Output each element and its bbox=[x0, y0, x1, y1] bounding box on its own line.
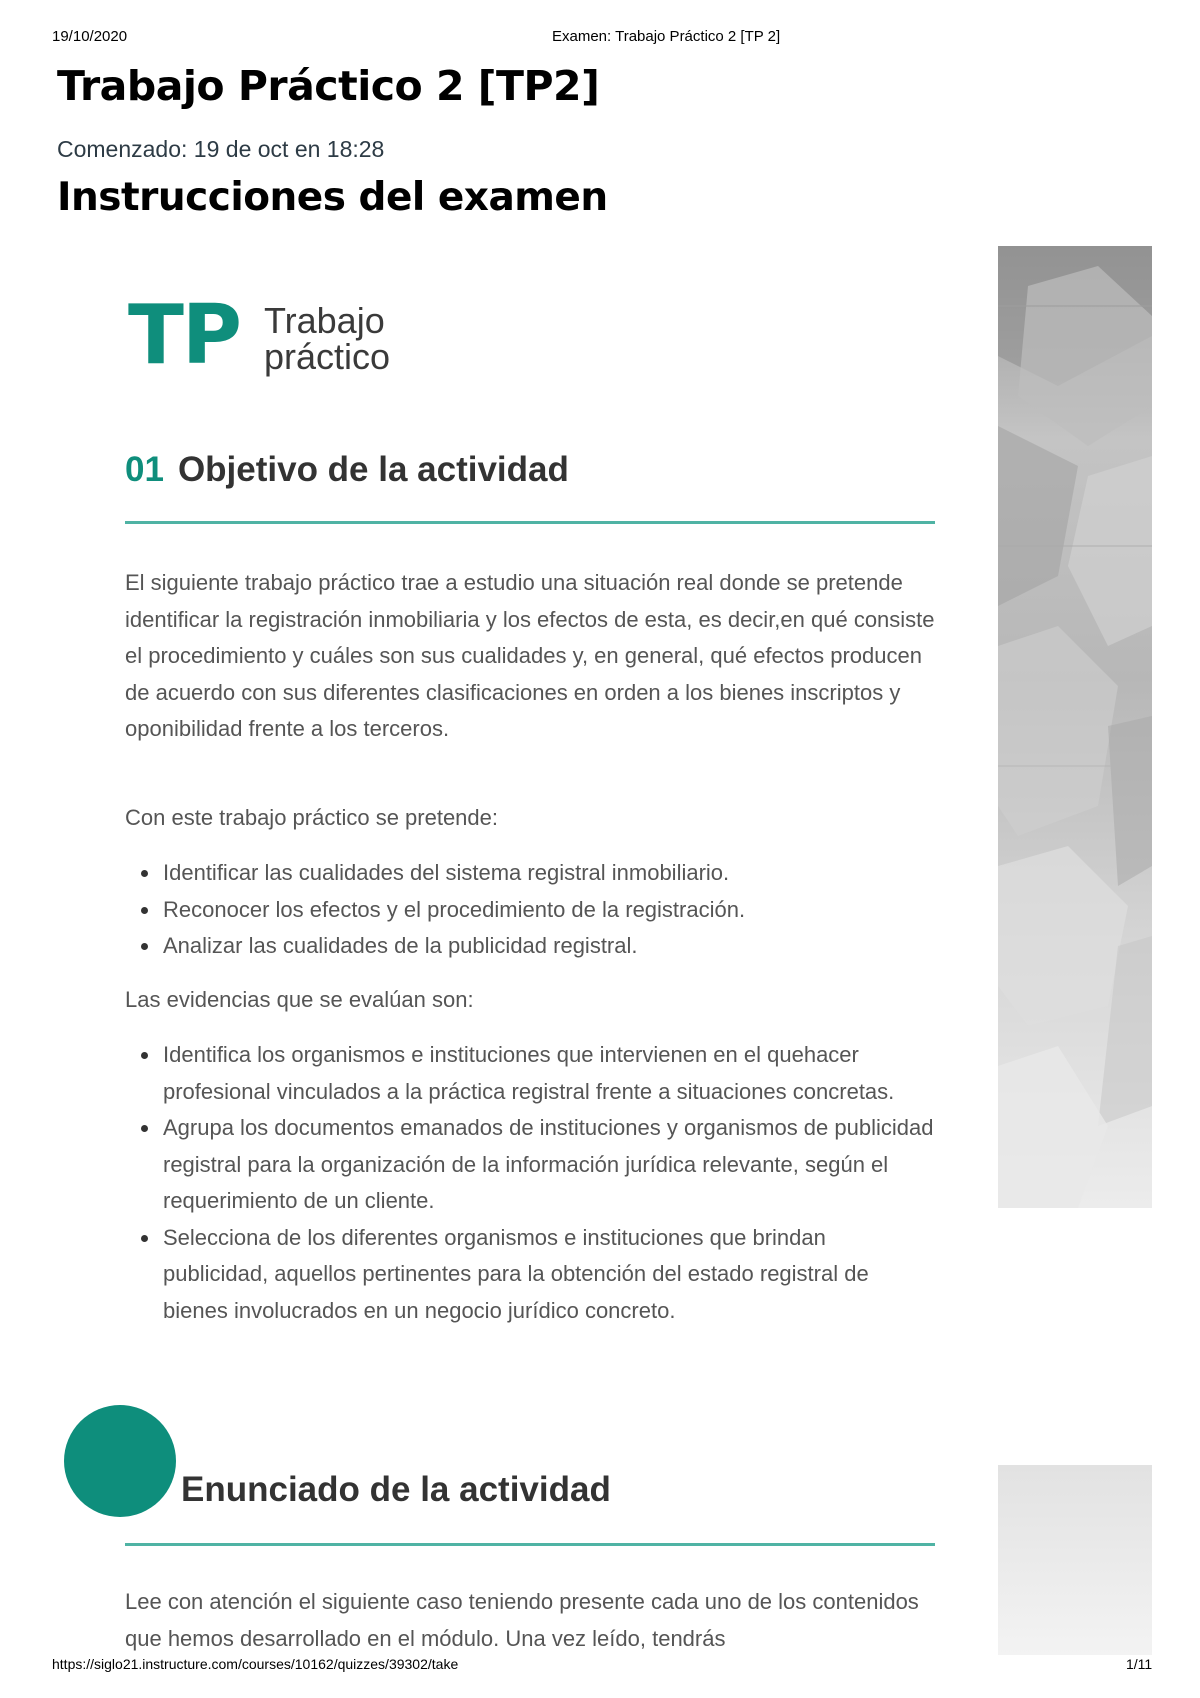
paragraph-text: El siguiente trabajo práctico trae a estudio una situación real donde se pretende identificar la registración inmobiliaria y los efectos de esta, es decir,en qué consiste el procedimiento y cuáles son sus cualidades y, en general, qué efectos producen de acuerdo con sus diferentes clasificaciones en orden a los bienes inscriptos y oponibilidad frente a los terceros. bbox=[125, 570, 935, 741]
section-divider bbox=[125, 521, 935, 524]
logo-word-practico: práctico bbox=[264, 336, 391, 377]
page-counter: 1/11 bbox=[1126, 1656, 1153, 1672]
list-item: Reconocer los efectos y el procedimiento de la registración. bbox=[163, 892, 935, 929]
decorative-photo-strip-lower bbox=[998, 1465, 1152, 1655]
enunciado-paragraph bbox=[125, 1584, 935, 1657]
goals-list bbox=[125, 855, 935, 965]
paragraph-text: Con este trabajo práctico se pretende: bbox=[125, 805, 499, 830]
list-item: Identificar las cualidades del sistema registral inmobiliario. bbox=[163, 855, 935, 892]
list-item: Identifica los organismos e instituciones que intervienen en el quehacer profesional vinculados a la práctica registral frente a situaciones concretas. bbox=[163, 1037, 935, 1110]
architecture-pattern-image bbox=[998, 246, 1152, 1208]
objective-paragraph bbox=[125, 565, 935, 748]
started-timestamp: Comenzado: 19 de oct en 18:28 bbox=[57, 136, 385, 162]
section-number: 01 bbox=[125, 450, 164, 489]
goals-intro bbox=[125, 800, 935, 837]
evidences-list bbox=[125, 1037, 935, 1329]
print-date: 19/10/2020 bbox=[52, 28, 128, 45]
paragraph-text: Lee con atención el siguiente caso teniendo presente cada uno de los contenidos que hemos desarrollado en el módulo. Una vez leído, tendrás bbox=[125, 1589, 919, 1651]
list-item: Agrupa los documentos emanados de instituciones y organismos de publicidad registral para la organización de la información jurídica relevante, según el requerimiento de un cliente. bbox=[163, 1110, 935, 1220]
section-divider bbox=[125, 1543, 935, 1546]
print-header bbox=[0, 28, 1200, 52]
section-title: Objetivo de la actividad bbox=[177, 450, 569, 489]
instructions-heading: Instrucciones del examen bbox=[57, 175, 608, 220]
page-url: https://siglo21.instructure.com/courses/10162/quizzes/39302/take bbox=[52, 1656, 459, 1672]
section-objetivo-heading bbox=[125, 450, 569, 490]
decorative-photo-strip bbox=[998, 246, 1152, 1208]
logo-letters: TP bbox=[128, 288, 241, 383]
print-page-title: Examen: Trabajo Práctico 2 [TP 2] bbox=[552, 28, 781, 45]
logo-word-trabajo: Trabajo bbox=[264, 300, 385, 341]
evidences-intro bbox=[125, 982, 935, 1019]
paragraph-text: Las evidencias que se evalúan son: bbox=[125, 987, 474, 1012]
list-item: Analizar las cualidades de la publicidad registral. bbox=[163, 928, 935, 965]
section-number-badge bbox=[64, 1405, 176, 1517]
list-item: Selecciona de los diferentes organismos e instituciones que brindan publicidad, aquellos pertinentes para la obtención del estado registral de bienes involucrados en un negocio jurídico concreto. bbox=[163, 1220, 935, 1330]
page-title: Trabajo Práctico 2 [TP2] bbox=[57, 62, 600, 110]
print-footer bbox=[0, 1656, 1200, 1678]
section-enunciado-heading: Enunciado de la actividad bbox=[181, 1470, 611, 1509]
